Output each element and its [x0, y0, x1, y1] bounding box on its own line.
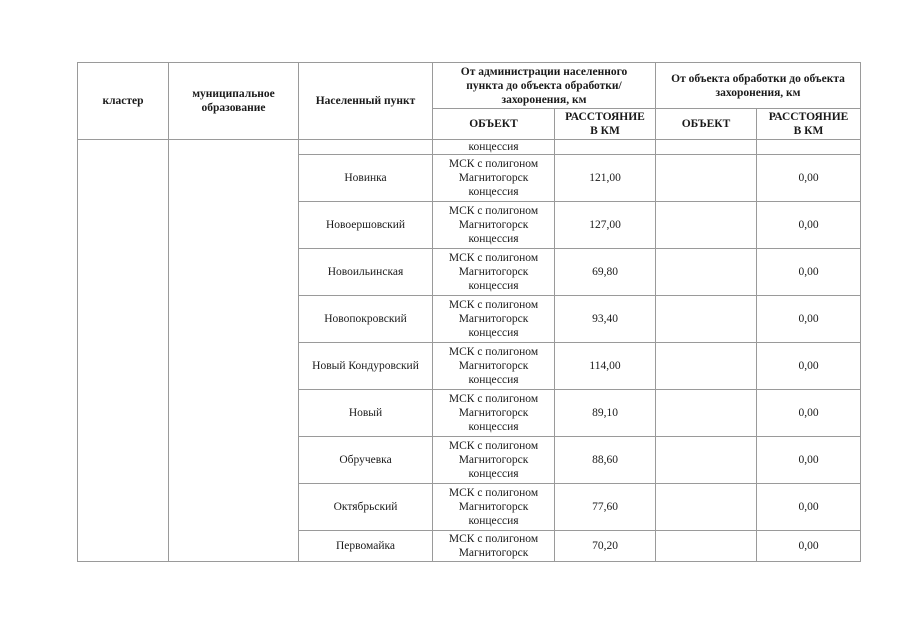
distance-cell: 88,60: [555, 437, 656, 484]
distance-cell: 77,60: [555, 484, 656, 531]
object-cell: МСК с полигоном Магнитогорск концессия: [433, 155, 555, 202]
settlement-cell: Обручевка: [299, 437, 433, 484]
object-cell-2: [656, 484, 757, 531]
header-cluster: кластер: [78, 63, 169, 140]
distance-cell-2: 0,00: [757, 249, 861, 296]
header-object-1: ОБЪЕКТ: [433, 109, 555, 140]
distance-cell: 121,00: [555, 155, 656, 202]
header-object-2: ОБЪЕКТ: [656, 109, 757, 140]
header-distance-2: РАССТОЯНИЕ В КМ: [757, 109, 861, 140]
object-cell: МСК с полигоном Магнитогорск: [433, 531, 555, 562]
settlement-cell: Октябрьский: [299, 484, 433, 531]
object-cell-2: [656, 437, 757, 484]
distance-cell: [555, 140, 656, 155]
settlement-cell: Новинка: [299, 155, 433, 202]
settlement-cell: Новый Кондуровский: [299, 343, 433, 390]
distance-table: [77, 62, 861, 562]
distance-cell: 93,40: [555, 296, 656, 343]
header-municipality: муниципальное образование: [169, 63, 299, 140]
distance-cell-2: [757, 140, 861, 155]
object-cell-2: [656, 155, 757, 202]
object-cell-2: [656, 343, 757, 390]
distance-cell-2: 0,00: [757, 296, 861, 343]
settlement-cell: Новый: [299, 390, 433, 437]
object-cell-2: [656, 531, 757, 562]
settlement-cell: Первомайка: [299, 531, 433, 562]
cluster-cell: [78, 140, 169, 562]
distance-cell-2: 0,00: [757, 343, 861, 390]
distance-cell-2: 0,00: [757, 437, 861, 484]
object-cell: МСК с полигоном Магнитогорск концессия: [433, 390, 555, 437]
distance-cell-2: 0,00: [757, 484, 861, 531]
object-cell: концессия: [433, 140, 555, 155]
settlement-cell: Новопокровский: [299, 296, 433, 343]
header-distance-1: РАССТОЯНИЕ В КМ: [555, 109, 656, 140]
header-group-object-to-landfill: От объекта обработки до объекта захоронения, км: [656, 63, 861, 109]
settlement-cell: [299, 140, 433, 155]
object-cell-2: [656, 249, 757, 296]
object-cell: МСК с полигоном Магнитогорск концессия: [433, 249, 555, 296]
object-cell: МСК с полигоном Магнитогорск концессия: [433, 202, 555, 249]
table-row-partial: [78, 140, 861, 155]
distance-cell: 127,00: [555, 202, 656, 249]
header-group-admin-to-object: От администрации населенного пункта до объекта обработки/ захоронения, км: [433, 63, 656, 109]
header-settlement: Населенный пункт: [299, 63, 433, 140]
object-cell-2: [656, 390, 757, 437]
settlement-cell: Новоершовский: [299, 202, 433, 249]
distance-cell: 70,20: [555, 531, 656, 562]
distance-cell-2: 0,00: [757, 390, 861, 437]
settlement-cell: Новоильинская: [299, 249, 433, 296]
municipality-cell: [169, 140, 299, 562]
object-cell: МСК с полигоном Магнитогорск концессия: [433, 343, 555, 390]
distance-cell-2: 0,00: [757, 531, 861, 562]
object-cell: МСК с полигоном Магнитогорск концессия: [433, 437, 555, 484]
object-cell: МСК с полигоном Магнитогорск концессия: [433, 484, 555, 531]
object-cell-2: [656, 296, 757, 343]
object-cell: МСК с полигоном Магнитогорск концессия: [433, 296, 555, 343]
object-cell-2: [656, 202, 757, 249]
distance-cell: 89,10: [555, 390, 656, 437]
distance-cell-2: 0,00: [757, 155, 861, 202]
object-cell-2: [656, 140, 757, 155]
distance-cell: 69,80: [555, 249, 656, 296]
distance-cell: 114,00: [555, 343, 656, 390]
distance-cell-2: 0,00: [757, 202, 861, 249]
